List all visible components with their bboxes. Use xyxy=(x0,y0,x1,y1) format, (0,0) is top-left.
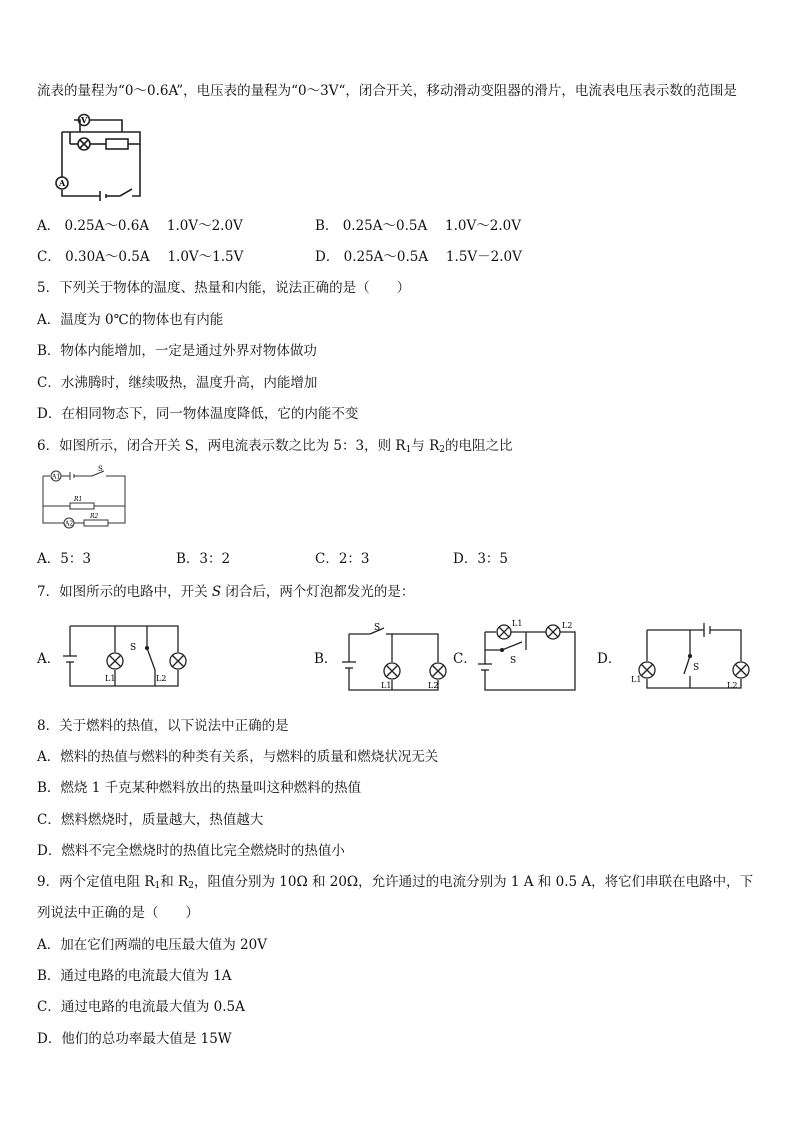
q7-circuit-c xyxy=(476,620,581,694)
q7c-s-label: S xyxy=(510,656,517,666)
q4-option-a: A． 0.25A～0.6A 1.0V～2.0V xyxy=(37,218,243,234)
q7a-l2-label: L2 xyxy=(156,674,167,683)
q7d-l1-label: L1 xyxy=(631,675,642,684)
q9-option-b: B．通过电路的电流最大值为 1A xyxy=(37,968,232,984)
q9-option-c: C．通过电路的电流最大值为 0.5A xyxy=(37,999,245,1015)
q6-stem-part1: 6．如图所示，闭合开关 S，两电流表示数之比为 5：3，则 R xyxy=(37,438,406,454)
q6-fig-a1-label: A1 xyxy=(52,473,61,481)
q4-option-b: B． 0.25A～0.5A 1.0V～2.0V xyxy=(315,218,521,234)
q7-circuit-d xyxy=(630,620,755,694)
q6-sub2: 2 xyxy=(439,445,445,455)
q6-fig-s-label: S xyxy=(98,465,103,473)
q8-option-a: A．燃料的热值与燃料的种类有关系，与燃料的质量和燃烧状况无关 xyxy=(37,749,439,765)
q7a-l1-label: L1 xyxy=(105,674,116,683)
q4-fig-ammeter-label: A xyxy=(59,178,66,188)
q7-stem xyxy=(37,583,414,601)
q6-fig-a2-label: A2 xyxy=(65,520,74,528)
q8-option-c: C．燃料燃烧时，质量越大，热值越大 xyxy=(37,812,264,828)
q7-option-a-label: A． xyxy=(37,651,61,667)
q9-stem-part2: 和 R xyxy=(160,874,189,890)
q8-option-d: D．燃料不完全燃烧时的热值比完全燃烧时的热值小 xyxy=(37,843,345,859)
q4-fig-voltmeter-label: V xyxy=(81,115,88,125)
q5-option-b: B．物体内能增加，一定是通过外界对物体做功 xyxy=(37,343,317,359)
q7b-s-label: S xyxy=(374,623,381,633)
q9-sub2: 2 xyxy=(188,881,194,891)
q4-circuit-figure xyxy=(40,112,150,197)
q7c-l1-label: L1 xyxy=(512,619,523,628)
q9-stem-line1 xyxy=(37,873,753,891)
q7c-l2-label: L2 xyxy=(562,621,573,630)
q7-option-c-label: C． xyxy=(453,651,477,667)
q9-option-d: D．他们的总功率最大值是 15W xyxy=(37,1031,232,1047)
q7-circuit-a xyxy=(62,622,187,692)
q5-option-c: C．水沸腾时，继续吸热，温度升高，内能增加 xyxy=(37,375,318,391)
q6-option-d: D．3：5 xyxy=(453,551,509,567)
q5-option-d: D．在相同物态下，同一物体温度降低，它的内能不变 xyxy=(37,406,359,422)
q6-option-b: B．3：2 xyxy=(176,551,231,567)
q7d-l2-label: L2 xyxy=(727,681,738,690)
q9-stem-part3: ，阻值分别为 10Ω 和 20Ω，允许通过的电流分别为 1 A 和 0.5 A，将它们串联在电路中，下 xyxy=(193,874,754,890)
q6-sub1: 1 xyxy=(405,445,412,455)
q8-option-b: B．燃烧 1 千克某种燃料放出的热量叫这种燃料的热值 xyxy=(37,780,362,796)
q6-stem xyxy=(37,437,513,455)
q6-fig-r2-label: R2 xyxy=(90,513,99,520)
q4-option-c: C． 0.30A～0.5A 1.0V～1.5V xyxy=(37,249,244,265)
q7-option-b-label: B． xyxy=(314,651,338,667)
q6-circuit-figure xyxy=(40,462,130,527)
q7-stem-switch: S xyxy=(211,584,222,600)
q4-option-d: D． 0.25A～0.5A 1.5V－2.0V xyxy=(315,249,522,265)
q7-circuit-b xyxy=(340,622,450,694)
q6-stem-part3: 的电阻之比 xyxy=(445,438,513,454)
q7a-s-label: S xyxy=(130,643,137,653)
q7b-l1-label: L1 xyxy=(381,681,392,690)
q6-option-a: A．5：3 xyxy=(37,551,91,567)
q5-option-a: A．温度为 0℃的物体也有内能 xyxy=(37,312,224,328)
q7-stem-part1: 7．如图所示的电路中，开关 xyxy=(37,584,212,600)
q9-option-a: A．加在它们两端的电压最大值为 20V xyxy=(37,937,267,953)
q9-stem-part1: 9．两个定值电阻 R xyxy=(37,874,155,890)
q6-stem-part2: 与 R xyxy=(411,438,440,454)
q8-stem: 8．关于燃料的热值，以下说法中正确的是 xyxy=(37,718,289,734)
q5-stem: 5．下列关于物体的温度、热量和内能，说法正确的是（ ） xyxy=(37,280,411,296)
q4-stem: 流表的量程为“0～0.6A”，电压表的量程为“0～3V“，闭合开关，移动滑动变阻器的滑片，电流表电压表示数的范围是 xyxy=(37,83,737,99)
q7d-s-label: S xyxy=(693,663,700,673)
q7-option-d-label: D． xyxy=(597,651,622,667)
q9-stem-line2: 列说法中正确的是（ ） xyxy=(37,905,199,921)
q9-sub1: 1 xyxy=(154,881,161,891)
q7-stem-part2: 闭合后，两个灯泡都发光的是： xyxy=(221,584,415,600)
q6-option-c: C．2：3 xyxy=(315,551,370,567)
q6-fig-r1-label: R1 xyxy=(74,496,83,503)
q7b-l2-label: L2 xyxy=(428,681,439,690)
